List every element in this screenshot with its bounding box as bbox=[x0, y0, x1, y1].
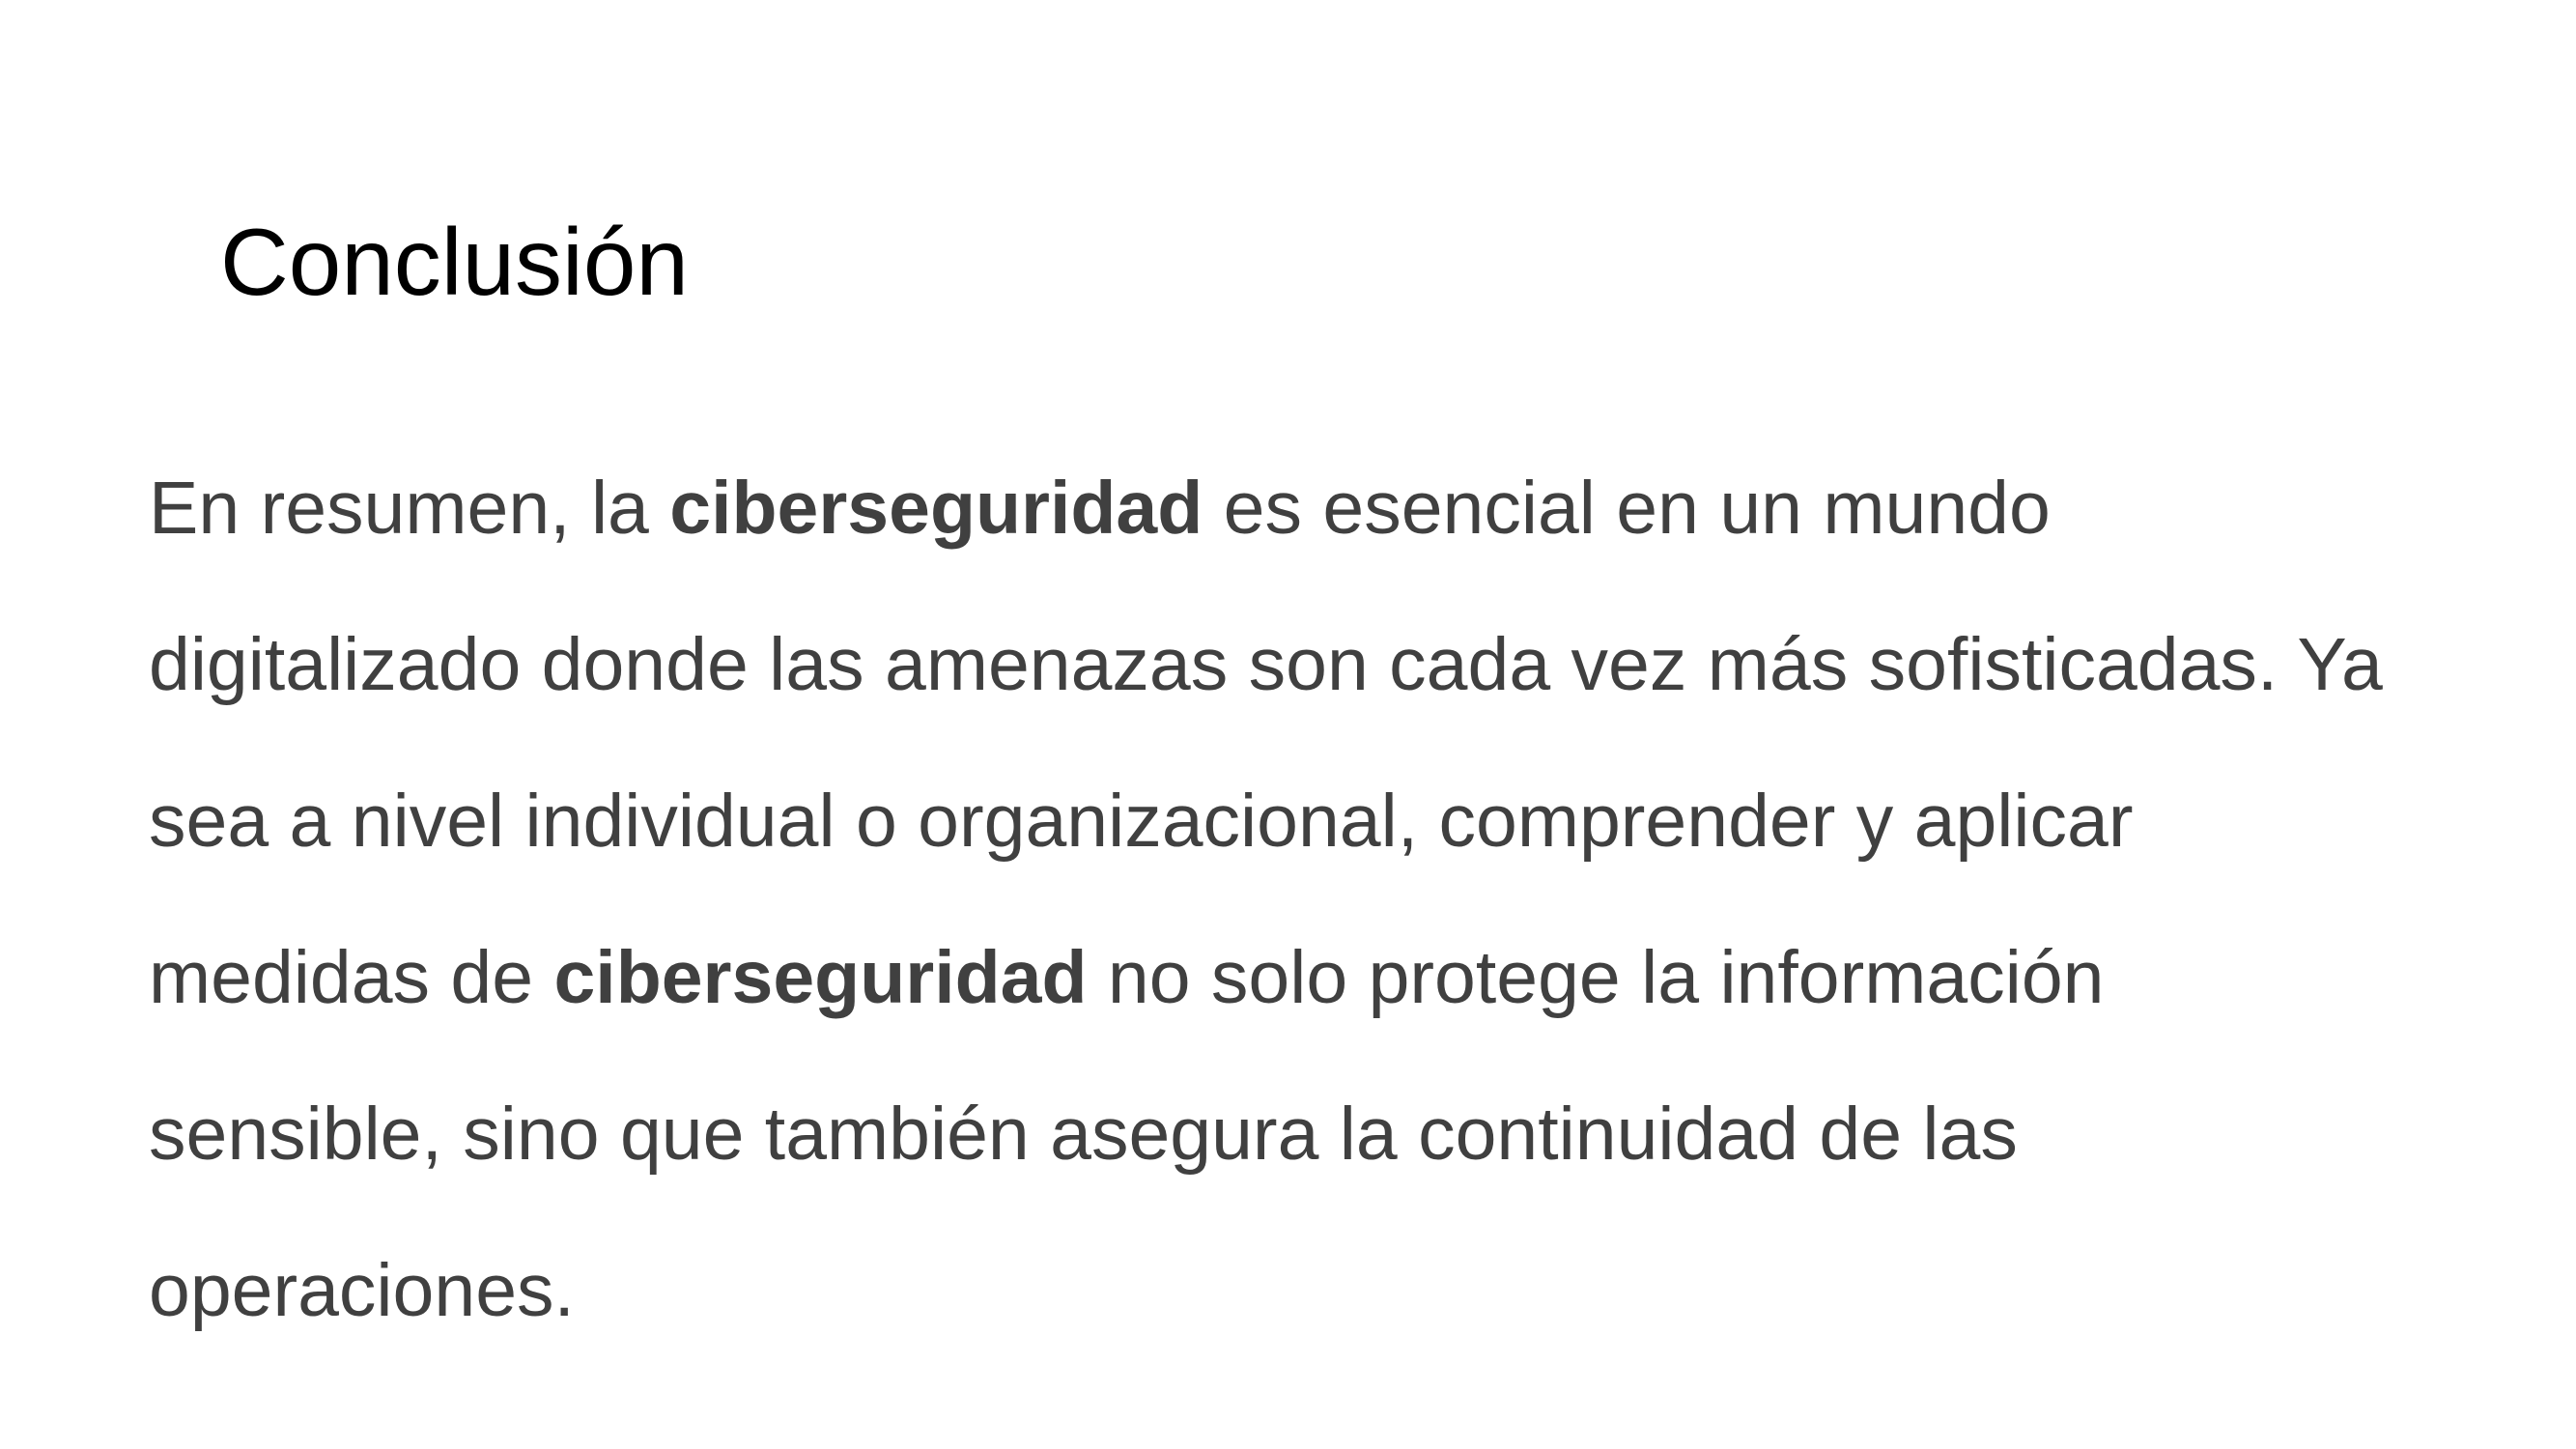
body-line-1 bbox=[149, 451, 2467, 608]
body-text: es esencial en un mundo bbox=[1203, 467, 2051, 550]
slide-body bbox=[149, 451, 2467, 1390]
slide-title: Conclusión bbox=[220, 209, 689, 315]
emphasis-term: ciberseguridad bbox=[553, 936, 1088, 1019]
body-text: En resumen, la bbox=[149, 467, 670, 550]
body-line-3: sea a nivel individual o organizacional, comprender y aplicar bbox=[149, 780, 2134, 863]
body-line-6: operaciones. bbox=[149, 1249, 575, 1332]
body-line-2: digitalizado donde las amenazas son cada vez más sofisticadas. Ya bbox=[149, 623, 2383, 706]
emphasis-term: ciberseguridad bbox=[669, 467, 1203, 550]
body-text: no solo protege la información bbox=[1087, 936, 2105, 1019]
body-line-4 bbox=[149, 921, 2467, 1077]
body-line-5: sensible, sino que también asegura la continuidad de las bbox=[149, 1093, 2018, 1176]
body-text: medidas de bbox=[149, 936, 554, 1019]
